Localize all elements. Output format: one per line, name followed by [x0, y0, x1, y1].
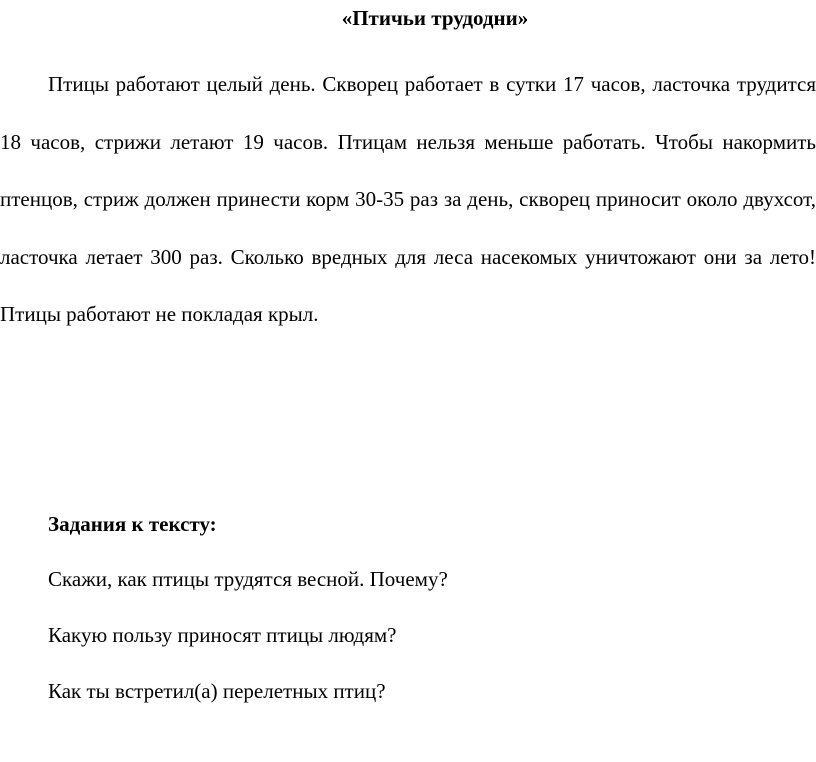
task-item-3: Как ты встретил(а) перелетных птиц? [48, 679, 386, 703]
document-title: «Птичьи трудодни» [341, 6, 529, 30]
main-paragraph: Птицы работают целый день. Скворец работает в сутки 17 часов, ласточка трудится 18 часов, стрижи летают 19 часов. Птицам нельзя меньше работать. Чтобы накормить птенцов, стриж должен принести корм 30-35 раз за день, скворец приносит около двухсот, ласточка летает 300 раз. Сколько вредных для леса насекомых уничтожают они за лето! Птицы работают не покладая крыл. [0, 72, 816, 326]
task-item-2: Какую пользу приносят птицы людям? [48, 623, 397, 647]
tasks-heading: Задания к тексту: [48, 512, 217, 536]
task-item-1: Скажи, как птицы трудятся весной. Почему? [48, 567, 448, 591]
